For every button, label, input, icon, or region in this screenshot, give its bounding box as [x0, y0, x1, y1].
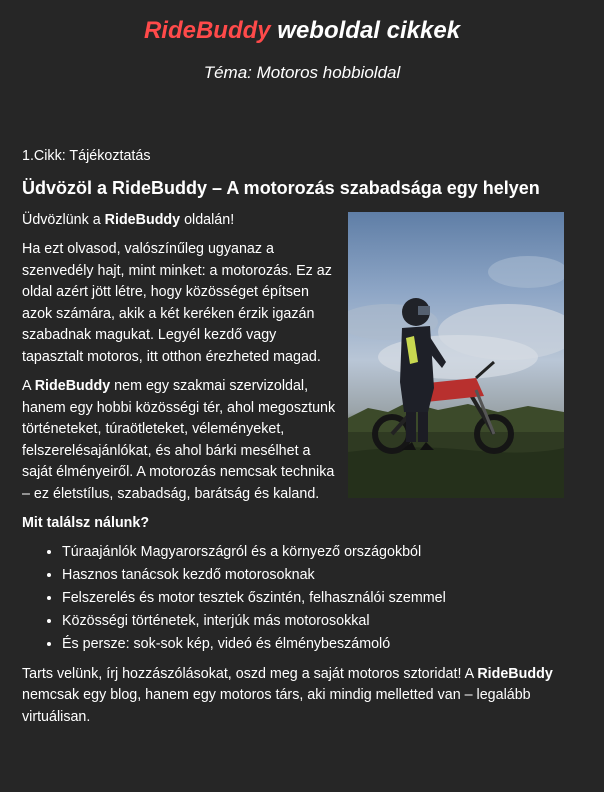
- brand-name: RideBuddy: [477, 665, 553, 682]
- features-list: [22, 541, 592, 656]
- article-body: [22, 146, 592, 736]
- closing-text-start: Tarts velünk, írj hozzászólásokat, oszd meg a saját motoros sztoridat! A: [22, 665, 478, 682]
- list-item: • Túraajánlók Magyarországról és a környező országokból: [62, 541, 592, 564]
- closing-paragraph: [22, 664, 592, 729]
- greeting-text: Üdvözlünk a: [22, 211, 105, 228]
- brand-name: RideBuddy: [104, 211, 181, 228]
- features-heading: Mit találsz nálunk?: [22, 515, 150, 531]
- title-rest: weboldal cikkek: [270, 17, 461, 44]
- greeting-text-end: oldalán!: [180, 211, 235, 228]
- about-text: nem egy szakmai szervizoldal, hanem egy hobbi közösségi tér, ahol megosztunk történeteket, túraötleteket, véleményeket, felszerelésajánlókat, és ahol bárki mesélhet a saját élményeiről. A motorozás nemcsak technika – ez életstílus, szabadság, barátság és kaland.: [22, 378, 336, 502]
- list-item: • És persze: sok-sok kép, videó és élménybeszámoló: [62, 633, 592, 656]
- motorcyclist-illustration: [348, 212, 564, 498]
- motorcyclist-photo: [348, 212, 564, 498]
- article-heading: Üdvözöl a RideBuddy – A motorozás szabadsága egy helyen: [22, 177, 540, 198]
- about-text-start: A: [22, 378, 35, 394]
- closing-text: nemcsak egy blog, hanem egy motoros társ, aki mindig melletted van – legalább virtuálisan.: [22, 687, 531, 725]
- list-item: • Közösségi történetek, interjúk más motorosokkal: [62, 610, 592, 633]
- title-brand: RideBuddy: [143, 17, 271, 44]
- intro-paragraph: Ha ezt olvasod, valószínűleg ugyanaz a szenvedély hajt, mint minket: a motorozás. Ez az oldal azért jött létre, hogy közösséget építsen azok számára, akik a két keréken érzik igazán szabadnak magukat. Legyél kezdő vagy tapasztalt motoros, itt otthon érezheted magad.: [22, 241, 332, 365]
- brand-name: RideBuddy: [34, 378, 111, 394]
- document-title: [0, 14, 604, 48]
- document-subtitle: Téma: Motoros hobbioldal: [203, 63, 401, 82]
- article-label: 1.Cikk: Tájékoztatás: [22, 148, 151, 164]
- list-item: • Felszerelés és motor tesztek őszintén, felhasználói szemmel: [62, 587, 592, 610]
- list-item: • Hasznos tanácsok kezdő motorosoknak: [62, 564, 592, 587]
